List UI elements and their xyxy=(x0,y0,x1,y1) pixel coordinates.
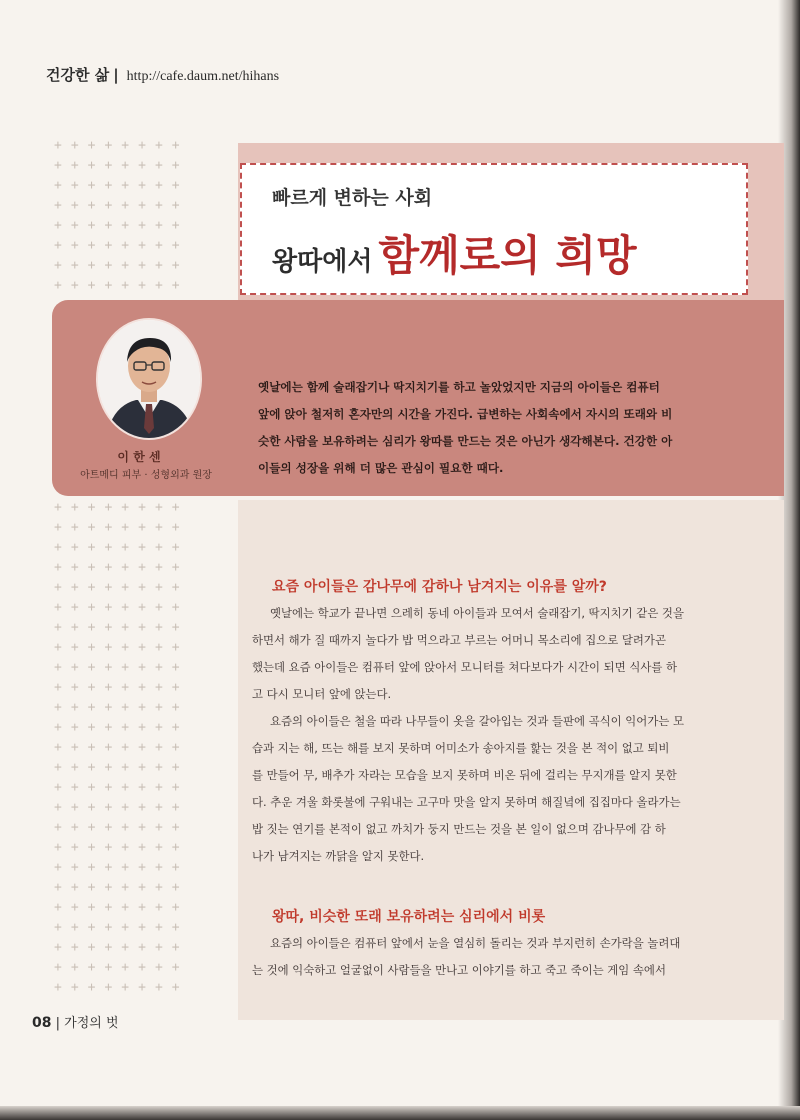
title-box xyxy=(240,163,748,295)
paragraph-line: 는 것에 익숙하고 얼굴없이 사람들을 만나고 이야기를 하고 죽고 죽이는 게임 속에서 xyxy=(252,963,666,977)
footer-separator: | xyxy=(55,1016,61,1031)
paragraph-line: 하면서 해가 질 때까지 놀다가 밥 먹으라고 부르는 어머니 목소리에 집으로 달려가곤 xyxy=(252,633,666,647)
article-subtitle: 빠르게 변하는 사회 xyxy=(272,187,433,209)
paragraph xyxy=(252,930,782,984)
article-title-emphasis: 함께로의 희망 xyxy=(378,231,637,280)
decorative-cross-pattern-top: ++++++++ ++++++++ ++++++++ ++++++++ ++++++++ ++++++++ ++++++++ ++++++++ xyxy=(54,138,189,293)
article-title xyxy=(272,223,637,283)
paragraph-line: 를 만들어 무, 배추가 자라는 모습을 보지 못하며 비온 뒤에 걸리는 무지개를 알지 못한 xyxy=(252,768,677,782)
header-section: 건강한 삶 xyxy=(46,66,110,84)
paragraph xyxy=(252,600,782,708)
section-heading: 왕따, 비슷한 또래 보유하려는 심리에서 비롯 xyxy=(272,909,546,925)
paragraph-line: 옛날에는 학교가 끝나면 으레히 동네 아이들과 모여서 술래잡기, 딱지치기 같은 것을 xyxy=(270,606,684,620)
section-1 xyxy=(252,576,782,870)
paragraph-line: 나가 남겨지는 까닭을 알지 못한다. xyxy=(252,849,425,863)
paragraph-line: 요즘의 아이들은 철을 따라 나무들이 옷을 갈아입는 것과 들판에 곡식이 익어가는 모 xyxy=(270,714,684,728)
lead-line: 옛날에는 함께 술래잡기나 딱지치기를 하고 놀았었지만 지금의 아이들은 컴퓨터 xyxy=(258,380,660,394)
lead-line: 이들의 성장을 위해 더 많은 관심이 필요한 때다. xyxy=(258,461,504,475)
paragraph-line: 습과 지는 해, 뜨는 해를 보지 못하며 어미소가 송아지를 핥는 것을 본 적이 없고 퇴비 xyxy=(252,741,670,755)
magazine-name: 가정의 벗 xyxy=(64,1016,119,1031)
author-portrait-icon xyxy=(98,320,200,438)
header-separator: | xyxy=(113,66,119,84)
paragraph-line: 고 다시 모니터 앞에 앉는다. xyxy=(252,687,392,701)
page-header xyxy=(46,64,279,85)
paragraph-line: 했는데 요즘 아이들은 컴퓨터 앞에 앉아서 모니터를 쳐다보다가 시간이 되면 식사를 하 xyxy=(252,660,677,674)
author-photo xyxy=(96,318,202,440)
section-heading: 요즘 아이들은 감나무에 감하나 남겨지는 이유를 알까? xyxy=(272,579,607,595)
paragraph-line: 밥 짓는 연기를 본적이 없고 까치가 둥지 만드는 것을 본 일이 없으며 감나무에 감 하 xyxy=(252,822,666,836)
decorative-cross-pattern-bottom: ++++++++ ++++++++ ++++++++ ++++++++ ++++++++ ++++++++ ++++++++ ++++++++ ++++++++ ++++++++ ++++++++ ++++++++ ++++++++ ++++++++ ++++++++ ++++++++ ++++++++ ++++++++ ++++++++ ++++++++ ++++++++ ++++++++ ++++++++ ++++++++ ++++++++ xyxy=(54,500,189,995)
scan-bottom-edge xyxy=(0,1106,800,1120)
paragraph xyxy=(252,708,782,870)
paragraph-line: 요즘의 아이들은 컴퓨터 앞에서 눈을 열심히 돌리는 것과 부지런히 손가락을 놀려대 xyxy=(270,936,681,950)
page-number: 08 xyxy=(32,1015,52,1031)
section-2 xyxy=(252,906,782,984)
lead-line: 앞에 앉아 철저히 혼자만의 시간을 가진다. 급변하는 사회속에서 자시의 또래와 비 xyxy=(258,407,673,421)
article-title-prefix: 왕따에서 xyxy=(272,247,373,277)
lead-line: 슷한 사람을 보유하려는 심리가 왕따를 만드는 것은 아닌가 생각해본다. 건강한 아 xyxy=(258,434,673,448)
author-title: 아트메디 피부 · 성형외과 원장 xyxy=(80,470,212,481)
lead-paragraph xyxy=(258,374,778,482)
paragraph-line: 다. 추운 겨울 화롯불에 구워내는 고구마 맛을 알지 못하며 해질녘에 집집마다 올라가는 xyxy=(252,795,681,809)
page-footer xyxy=(32,1012,119,1031)
author-name: 이 한 센 xyxy=(117,450,161,464)
header-url: http://cafe.daum.net/hihans xyxy=(126,69,280,84)
